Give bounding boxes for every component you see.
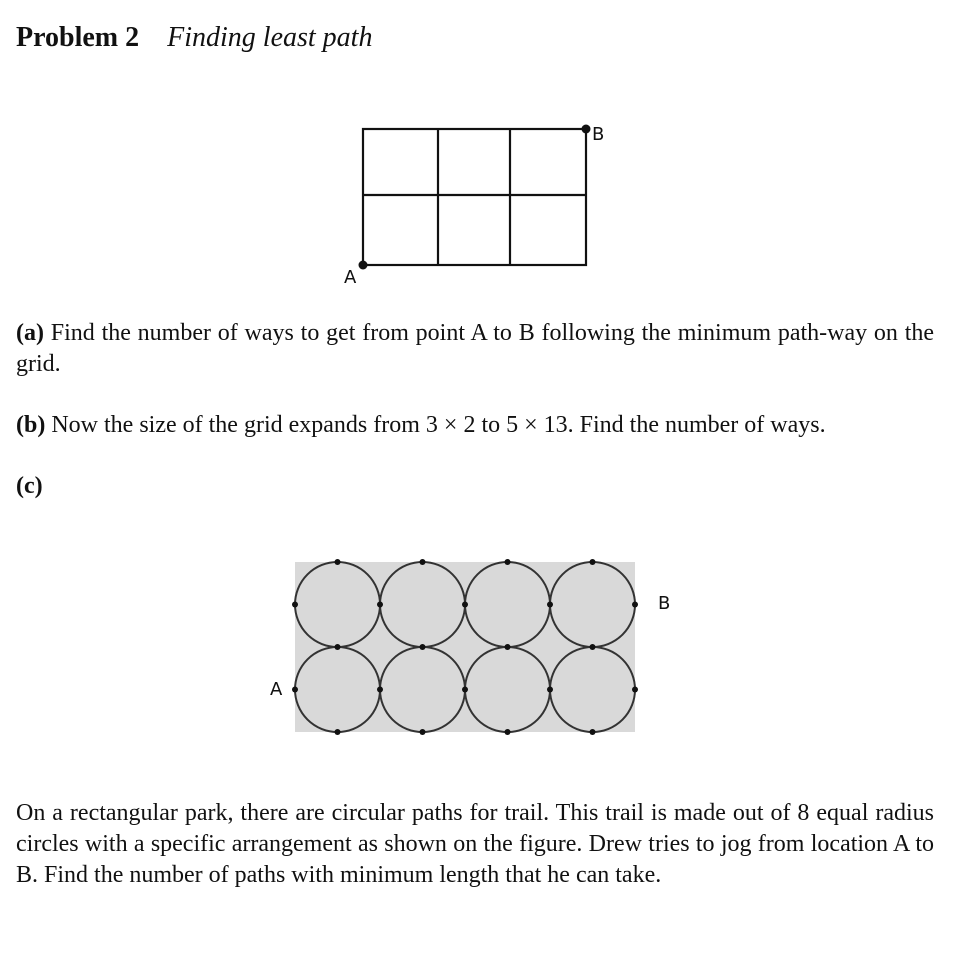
part-a-text: Find the number of ways to get from point A to B following the minimum path-way on the grid. <box>16 320 935 377</box>
point-a-label: A <box>344 267 357 288</box>
part-c-label: (c) <box>16 473 43 499</box>
park-a-label: A <box>270 679 283 700</box>
part-a-label: (a) <box>16 320 44 346</box>
part-b-label: (b) <box>16 412 46 438</box>
part-b-text: Now the size of the grid expands from 3 × 2 to 5 × 13. Find the number of ways. <box>51 412 826 438</box>
point-a-dot <box>359 261 368 270</box>
point-b-label: B <box>592 124 605 145</box>
park-b-label: B <box>658 593 671 614</box>
park-description-text: On a rectangular park, there are circular paths for trail. This trail is made out of 8 equal radius circles with a specific arrangement as shown on the figure. Drew tries to jog from location A to B. Find the number of paths with minimum length that he can take. <box>16 800 934 888</box>
circles-figure <box>255 545 695 745</box>
part-a <box>16 318 934 380</box>
problem-heading <box>16 22 372 54</box>
problem-title: Finding least path <box>167 22 373 53</box>
part-c <box>16 471 934 502</box>
point-b-dot <box>582 125 591 134</box>
part-b <box>16 410 934 441</box>
grid-figure <box>330 105 630 290</box>
grid-lines <box>363 129 586 265</box>
park-description <box>16 798 934 891</box>
problem-label: Problem 2 <box>16 22 140 53</box>
